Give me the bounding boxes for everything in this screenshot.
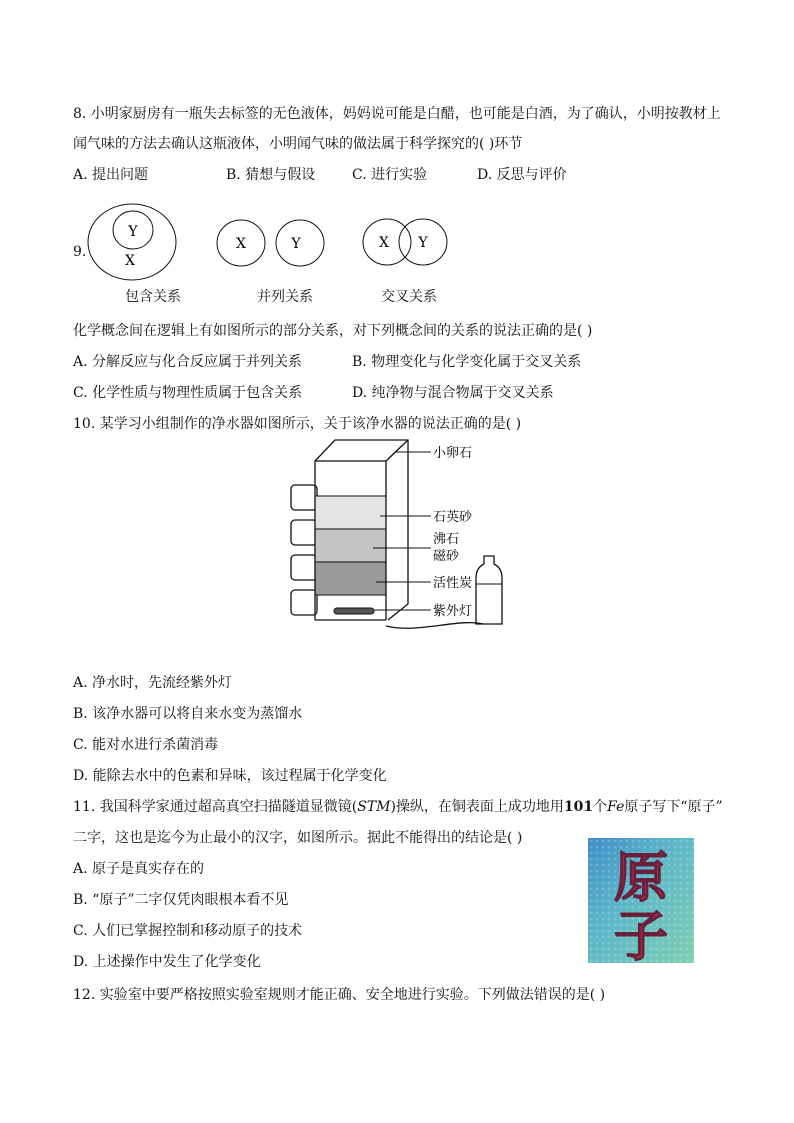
label-pebbles: 小卵石 — [433, 446, 473, 461]
venn-contain-y: Y — [128, 224, 138, 240]
label-uv-lamp: 紫外灯 — [433, 604, 473, 619]
uv-lamp — [334, 608, 374, 614]
label-activated-carbon: 活性炭 — [433, 576, 473, 591]
q11-option-c: C. 人们已掌握控制和移动原子的技术 — [73, 923, 303, 939]
q9-option-a: A. 分解反应与化合反应属于并列关系 — [73, 354, 303, 370]
q10-option-a: A. 净水时，先流经紫外灯 — [73, 675, 233, 691]
q10-option-b: B. 该净水器可以将自来水变为蒸馏水 — [73, 706, 303, 722]
quartz-sand-layer — [315, 496, 386, 529]
venn-intersect-x: X — [379, 235, 389, 251]
q10-option-d: D. 能除去水中的色素和异味，该过程属于化学变化 — [73, 768, 387, 784]
venn-contain-x: X — [125, 253, 135, 269]
q9-caption-parallel: 并列关系 — [257, 289, 313, 305]
water-bottle — [476, 556, 502, 624]
q10-stem: 10. 某学习小组制作的净水器如图所示，关于该净水器的说法正确的是( ) — [73, 416, 522, 432]
image-char-zi: 子 — [614, 904, 668, 968]
purifier-handle-1 — [291, 485, 317, 510]
q9-venn-diagram — [85, 197, 505, 287]
q9-stem: 化学概念间在逻辑上有如图所示的部分关系，对下列概念间的关系的说法正确的是( ) — [73, 323, 593, 339]
q8-option-a: A. 提出问题 — [73, 167, 149, 183]
q8-option-d: D. 反思与评价 — [477, 167, 567, 183]
purifier-handle-4 — [291, 590, 317, 615]
q8-option-b: B. 猜想与假设 — [226, 167, 316, 183]
venn-parallel-x: X — [236, 236, 246, 252]
q9-option-c: C. 化学性质与物理性质属于包含关系 — [73, 385, 303, 401]
water-purifier-diagram — [288, 438, 528, 638]
label-zeolite: 沸石 — [433, 532, 460, 547]
purifier-handle-3 — [291, 555, 317, 580]
q9-caption-contain: 包含关系 — [125, 289, 181, 305]
q11-stem-line1: 11. 我国科学家通过超高真空扫描隧道显微镜(STM)操纵，在铜表面上成功地用101个Fe原子写下“原子” — [73, 799, 723, 815]
q11-stem-line2: 二字，这也是迄今为止最小的汉字，如图所示。据此不能得出的结论是( ) — [73, 830, 523, 846]
zeolite-layer — [315, 529, 386, 562]
q9-caption-intersect: 交叉关系 — [381, 289, 437, 305]
activated-carbon-layer — [315, 562, 386, 595]
q9-number: 9. — [73, 244, 87, 260]
venn-intersect-y: Y — [418, 235, 428, 251]
q9-option-d: D. 纯净物与混合物属于交叉关系 — [352, 385, 554, 401]
image-char-yuan: 原 — [614, 845, 668, 909]
q8-option-c: C. 进行实验 — [352, 167, 428, 183]
q8-stem-line1: 8. 小明家厨房有一瓶失去标签的无色液体，妈妈说可能是白醋，也可能是白酒，为了确认，小明按教材上 — [73, 106, 721, 122]
label-quartz-sand: 石英砂 — [433, 510, 473, 525]
q11-option-b: B. “原子”二字仅凭肉眼根本看不见 — [73, 892, 289, 908]
q12-stem: 12. 实验室中要严格按照实验室规则才能正确、安全地进行实验。下列做法错误的是( ) — [73, 987, 606, 1003]
q9-option-b: B. 物理变化与化学变化属于交叉关系 — [352, 354, 582, 370]
venn-parallel-y: Y — [291, 236, 301, 252]
q11-option-a: A. 原子是真实存在的 — [73, 861, 205, 877]
purifier-handle-2 — [291, 520, 317, 545]
label-magnetic-sand: 磁砂 — [433, 549, 460, 564]
q8-stem-line2: 闻气味的方法去确认这瓶液体，小明闻气味的做法属于科学探究的( )环节 — [73, 136, 523, 152]
q11-option-d: D. 上述操作中发生了化学变化 — [73, 954, 261, 970]
q10-option-c: C. 能对水进行杀菌消毒 — [73, 737, 219, 753]
atom-characters-image — [588, 838, 694, 968]
